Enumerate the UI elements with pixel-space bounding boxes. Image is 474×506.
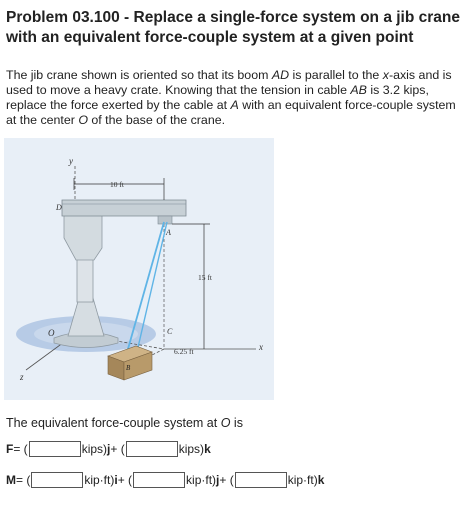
moment-j-unit: kip·ft): [186, 473, 217, 487]
label-y: y: [69, 156, 73, 166]
moment-symbol: M: [6, 473, 16, 487]
label-x: x: [259, 342, 263, 352]
label-a: A: [166, 228, 171, 237]
jib-crane-figure: [4, 138, 274, 400]
trolley: [158, 216, 172, 224]
statement-symbol: x: [382, 68, 389, 82]
statement-text: of the base of the crane.: [87, 113, 226, 127]
moment-k-vector: k: [317, 473, 325, 487]
moment-i-input[interactable]: [31, 472, 83, 488]
statement-text: is 3.2 kips, replace the force exerted by the cable at: [6, 83, 429, 112]
label-b: B: [126, 364, 131, 372]
moment-plus-2: + (: [219, 473, 234, 487]
label-d: D: [56, 203, 62, 212]
moment-k-input[interactable]: [235, 472, 287, 488]
statement-text: -axis and is used to move a heavy crate. Knowing that the tension in cable: [6, 68, 452, 97]
moment-i-unit: kip·ft): [84, 473, 115, 487]
force-plus: + (: [110, 442, 125, 456]
force-j-input[interactable]: [29, 441, 81, 457]
moment-plus-1: + (: [117, 473, 133, 487]
force-j-unit: kips): [81, 442, 108, 456]
statement-text: with an equivalent force-couple system at the center: [6, 98, 456, 127]
force-k-unit: kips): [178, 442, 205, 456]
moment-i-vector: i: [114, 473, 118, 487]
statement-symbol: AB: [350, 83, 367, 97]
label-c: C: [167, 327, 173, 336]
statement-symbol: AD: [271, 68, 290, 82]
statement-text: is parallel to the: [289, 68, 383, 82]
problem-title: Problem 03.100 - Replace a single-force system on a jib crane with an equivalent force-couple system at a given point: [6, 9, 460, 46]
moment-eq: = (: [16, 473, 31, 487]
statement-symbol: A: [230, 98, 239, 112]
force-j-vector: j: [107, 442, 111, 456]
label-dim-boom: 10 ft: [110, 180, 124, 189]
moment-j-input[interactable]: [133, 472, 185, 488]
statement-text: The jib crane shown is oriented so that its boom: [6, 68, 272, 82]
force-equation-row: [6, 441, 211, 457]
statement-symbol: O: [78, 113, 88, 127]
label-z: z: [20, 372, 24, 382]
moment-k-unit: kip·ft): [287, 473, 318, 487]
moment-j-vector: j: [216, 473, 220, 487]
label-o: O: [48, 328, 55, 338]
answer-prompt: The equivalent force-couple system at O is: [6, 416, 243, 430]
label-dim-floor: 6.25 ft: [174, 347, 194, 356]
crane-boom: [62, 200, 186, 216]
problem-statement: [6, 68, 468, 128]
force-eq: = (: [13, 442, 28, 456]
force-k-input[interactable]: [126, 441, 178, 457]
force-symbol: F: [6, 442, 14, 456]
label-dim-height: 15 ft: [198, 273, 212, 282]
prompt-point: O: [220, 416, 231, 430]
moment-equation-row: [6, 472, 324, 488]
force-k-vector: k: [204, 442, 211, 456]
